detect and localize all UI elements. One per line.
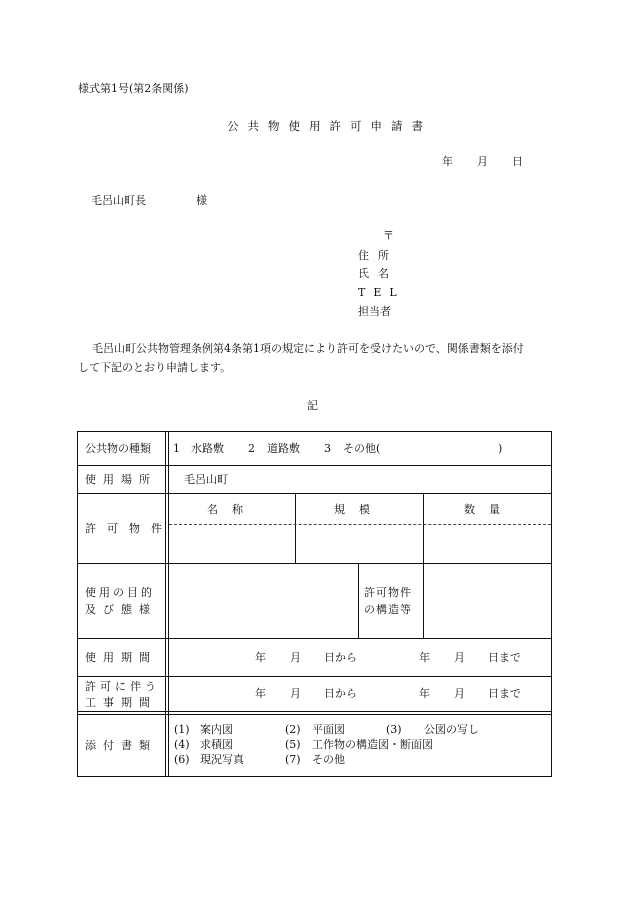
body-line-1: 毛呂山町公共物管理条例第4条第1項の規定により許可を受けたいので、関係書類を添付: [92, 342, 524, 355]
applicant-tel-label: TEL: [358, 286, 405, 299]
applicant-contact-label: 担当者: [358, 305, 391, 318]
period-day-to: 日まで: [488, 651, 521, 664]
attachment-item: 公図の写し: [424, 723, 479, 736]
structure-label-line2: の構造等: [364, 603, 412, 616]
attachment-item: 平面図: [312, 723, 345, 736]
period-year-to: 年: [419, 651, 430, 664]
attachment-no: (2): [285, 723, 301, 736]
attachment-item: 工作物の構造図・断面図: [312, 738, 433, 751]
attachment-item: その他: [312, 753, 345, 766]
type-opt2: 道路敷: [267, 442, 300, 455]
period-label: 使用期間: [85, 651, 157, 664]
location-label: 使用場所: [85, 473, 157, 486]
works-year-to: 年: [419, 687, 430, 700]
attachment-no: (3): [386, 723, 402, 736]
type-opt1: 水路敷: [191, 442, 224, 455]
works-label-line2: 工事期間: [85, 696, 157, 709]
body-line-2: して下記のとおり申請します。: [78, 361, 232, 374]
permit-col-name: 名称: [207, 503, 257, 516]
permit-col-qty: 数量: [464, 503, 514, 516]
permit-label: 許可物件: [85, 522, 173, 535]
works-year-from: 年: [255, 687, 266, 700]
attachment-no: (6): [174, 753, 190, 766]
works-month-from: 月: [290, 687, 301, 700]
attachment-item: 求積図: [200, 738, 233, 751]
location-value: 毛呂山町: [184, 473, 228, 486]
applicant-name-label: 氏名: [358, 267, 398, 280]
attachments-label: 添付書類: [85, 739, 157, 752]
works-day-from: 日から: [324, 687, 357, 700]
application-form-table: [77, 431, 552, 777]
addressee: 毛呂山町長: [91, 194, 146, 207]
page-title: 公共物使用許可申請書: [227, 119, 432, 133]
type-label: 公共物の種類: [85, 442, 151, 455]
works-month-to: 月: [454, 687, 465, 700]
purpose-label-line1: 使用の目的: [85, 586, 155, 599]
type-opt3-no: 3: [324, 442, 331, 455]
form-number: 様式第1号(第2条関係): [78, 82, 189, 95]
period-day-from: 日から: [324, 651, 357, 664]
attachment-item: 案内図: [200, 723, 233, 736]
period-month-from: 月: [290, 651, 301, 664]
works-day-to: 日まで: [488, 687, 521, 700]
type-opt3: その他(: [343, 442, 381, 455]
date-month: 月: [477, 155, 488, 168]
attachment-no: (1): [174, 723, 190, 736]
attachment-item: 現況写真: [200, 753, 244, 766]
postal-mark: 〒: [383, 229, 394, 242]
purpose-label-line2: 及び態様: [85, 603, 157, 616]
type-opt2-no: 2: [248, 442, 255, 455]
permit-col-scale: 規模: [334, 503, 384, 516]
attachment-no: (4): [174, 738, 190, 751]
date-year: 年: [442, 155, 453, 168]
type-close-paren: ): [498, 442, 503, 455]
ki-heading: 記: [307, 399, 318, 412]
period-month-to: 月: [454, 651, 465, 664]
type-opt1-no: 1: [173, 442, 180, 455]
date-day: 日: [512, 155, 523, 168]
honorific: 様: [196, 194, 207, 207]
period-year-from: 年: [255, 651, 266, 664]
works-label-line1: 許可に伴う: [85, 680, 160, 693]
applicant-address-label: 住所: [358, 249, 398, 262]
attachment-no: (5): [285, 738, 301, 751]
structure-label-line1: 許可物件: [364, 586, 412, 599]
attachment-no: (7): [285, 753, 301, 766]
